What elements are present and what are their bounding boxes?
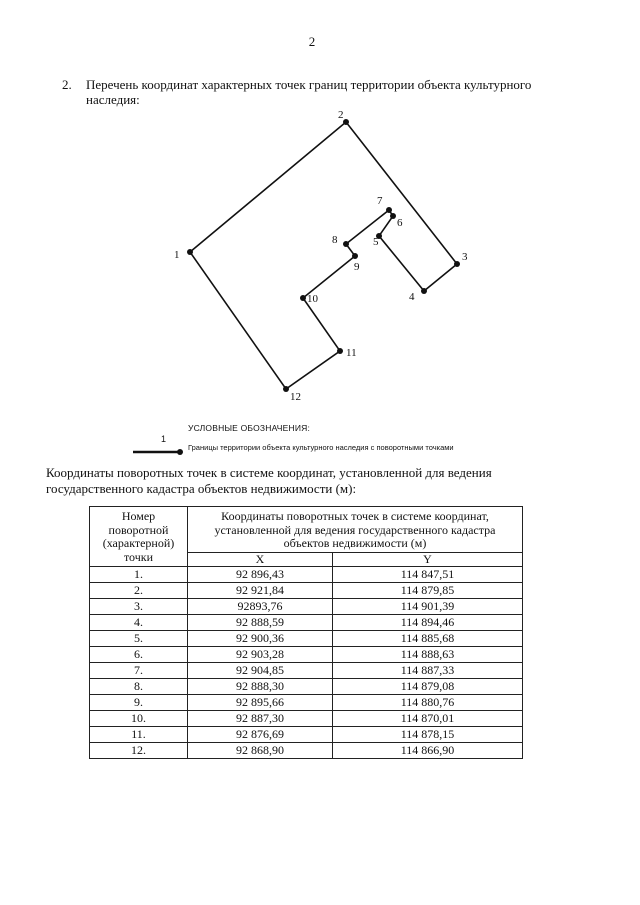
boundary-point xyxy=(390,213,396,219)
y-coordinate-cell: 114 870,01 xyxy=(333,710,523,726)
y-coordinate-cell: 114 888,63 xyxy=(333,646,523,662)
boundary-point xyxy=(283,386,289,392)
boundary-point xyxy=(187,249,193,255)
table-row xyxy=(90,678,523,694)
y-coordinate-cell: 114 901,39 xyxy=(333,598,523,614)
header-point-line-2: поворотной xyxy=(108,522,169,537)
boundary-point-label: 9 xyxy=(354,261,360,273)
y-coordinate-cell: 114 878,15 xyxy=(333,726,523,742)
page-number: 2 xyxy=(308,34,316,49)
x-coordinate-cell: 92893,76 xyxy=(188,598,333,614)
table-row xyxy=(90,630,523,646)
boundary-point xyxy=(343,241,349,247)
x-coordinate-cell: 92 887,30 xyxy=(188,710,333,726)
table-row xyxy=(90,646,523,662)
boundary-point-label: 7 xyxy=(377,195,383,207)
heading-text-1: Перечень координат характерных точек границ территории объекта культурного xyxy=(86,77,532,92)
boundary-point-label: 11 xyxy=(346,347,357,359)
header-point-line-1: Номер xyxy=(121,509,156,524)
header-point-number xyxy=(90,507,188,567)
boundary-point xyxy=(352,253,358,259)
x-coordinate-cell: 92 903,28 xyxy=(188,646,333,662)
y-coordinate-cell: 114 887,33 xyxy=(333,662,523,678)
boundary-point-label: 5 xyxy=(373,236,379,248)
boundary-point-label: 6 xyxy=(397,217,403,229)
boundary-points xyxy=(174,109,468,403)
y-coordinate-cell: 114 879,08 xyxy=(333,678,523,694)
boundary-point xyxy=(421,288,427,294)
point-number-cell: 5. xyxy=(90,630,188,646)
table-row xyxy=(90,566,523,582)
x-coordinate-cell: 92 868,90 xyxy=(188,742,333,758)
legend-description: Границы территории объекта культурного наследия с поворотными точками xyxy=(188,443,454,452)
boundary-point xyxy=(454,261,460,267)
table-row xyxy=(90,662,523,678)
table-header-row xyxy=(90,507,523,553)
point-number-cell: 12. xyxy=(90,742,188,758)
point-number-cell: 1. xyxy=(90,566,188,582)
y-coordinate-cell: 114 894,46 xyxy=(333,614,523,630)
point-number-cell: 9. xyxy=(90,694,188,710)
y-coordinate-cell: 114 847,51 xyxy=(333,566,523,582)
y-coordinate-cell: 114 885,68 xyxy=(333,630,523,646)
table-row xyxy=(90,742,523,758)
table-row xyxy=(90,598,523,614)
legend-title: УСЛОВНЫЕ ОБОЗНАЧЕНИЯ: xyxy=(188,423,311,433)
boundary-polyline xyxy=(190,122,457,389)
header-coords-line-1: Координаты поворотных точек в системе координат, xyxy=(221,509,489,523)
legend-sample-label: 1 xyxy=(161,434,167,444)
boundary-point-label: 4 xyxy=(409,291,415,303)
point-number-cell: 6. xyxy=(90,646,188,662)
header-coords-line-3: объектов недвижимости (м) xyxy=(283,536,427,550)
x-coordinate-cell: 92 900,36 xyxy=(188,630,333,646)
point-number-cell: 4. xyxy=(90,614,188,630)
heading-line-2: наследия: xyxy=(86,92,140,107)
boundary-line xyxy=(190,122,457,389)
boundary-point xyxy=(300,295,306,301)
y-coordinate-cell: 114 880,76 xyxy=(333,694,523,710)
legend-point-sample xyxy=(177,449,183,455)
legend-symbol xyxy=(133,449,183,455)
boundary-point xyxy=(386,207,392,213)
table-row xyxy=(90,614,523,630)
table-row xyxy=(90,694,523,710)
y-coordinate-cell: 114 879,85 xyxy=(333,582,523,598)
point-number-cell: 3. xyxy=(90,598,188,614)
coordinates-intro xyxy=(46,465,526,497)
table-row xyxy=(90,726,523,742)
header-coords-line-2: установленной для ведения государственного кадастра xyxy=(214,522,496,537)
header-y: Y xyxy=(333,552,523,566)
x-coordinate-cell: 92 888,59 xyxy=(188,614,333,630)
boundary-point xyxy=(343,119,349,125)
header-x: X xyxy=(188,552,333,566)
table-row xyxy=(90,710,523,726)
x-coordinate-cell: 92 895,66 xyxy=(188,694,333,710)
header-point-line-4: точки xyxy=(123,549,154,564)
intro-line-1: Координаты поворотных точек в системе координат, установленной для ведения xyxy=(46,465,492,480)
x-coordinate-cell: 92 921,84 xyxy=(188,582,333,598)
point-number-cell: 8. xyxy=(90,678,188,694)
coordinates-table xyxy=(89,506,523,759)
boundary-point-label: 2 xyxy=(338,109,344,121)
x-coordinate-cell: 92 896,43 xyxy=(188,566,333,582)
point-number-cell: 11. xyxy=(90,726,188,742)
boundary-point xyxy=(337,348,343,354)
header-point-line-3: (характерной) xyxy=(102,536,175,551)
heading-number: 2. xyxy=(62,77,72,92)
header-coordinates xyxy=(188,507,523,553)
boundary-point-label: 12 xyxy=(290,391,301,403)
boundary-point-label: 3 xyxy=(462,251,468,263)
x-coordinate-cell: 92 888,30 xyxy=(188,678,333,694)
x-coordinate-cell: 92 904,85 xyxy=(188,662,333,678)
boundary-point-label: 1 xyxy=(174,249,180,261)
boundary-point-label: 8 xyxy=(332,234,338,246)
boundary-point-label: 10 xyxy=(307,293,318,305)
point-number-cell: 7. xyxy=(90,662,188,678)
table-row xyxy=(90,582,523,598)
point-number-cell: 10. xyxy=(90,710,188,726)
point-number-cell: 2. xyxy=(90,582,188,598)
y-coordinate-cell: 114 866,90 xyxy=(333,742,523,758)
intro-line-2: государственного кадастра объектов недвижимости (м): xyxy=(46,481,357,496)
x-coordinate-cell: 92 876,69 xyxy=(188,726,333,742)
